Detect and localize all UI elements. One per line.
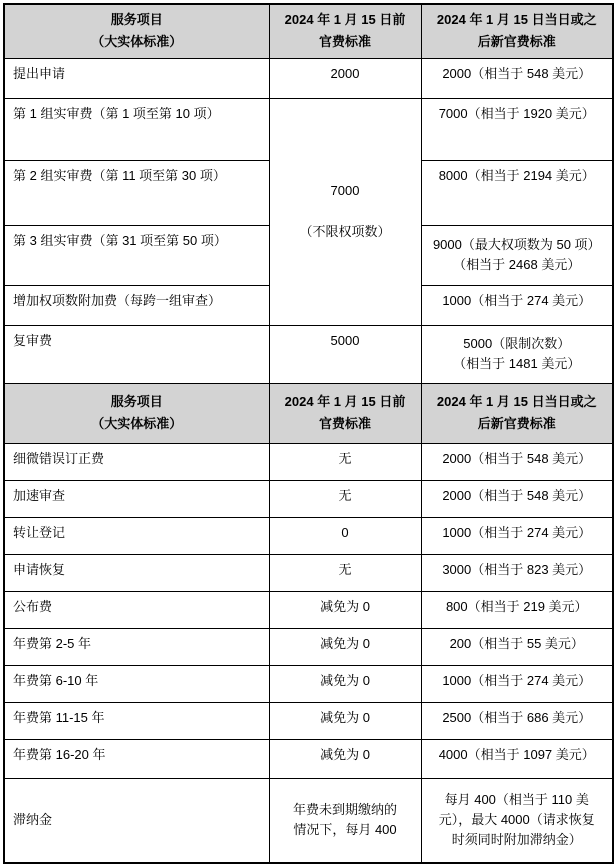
fee-before-cell: 0 <box>269 517 421 554</box>
header-fee-before: 2024 年 1 月 15 日前 官费标准 <box>269 383 421 443</box>
fee-after-cell: 2500（相当于 686 美元） <box>421 702 613 739</box>
fee-after-cell: 1000（相当于 274 美元） <box>421 285 613 325</box>
service-cell: 年费第 11-15 年 <box>4 702 269 739</box>
table-row <box>4 628 613 665</box>
fee-before-cell: 无 <box>269 480 421 517</box>
fee-after-cell: 7000（相当于 1920 美元） <box>421 98 613 160</box>
table-header-row <box>4 4 613 58</box>
fee-after-cell: 1000（相当于 274 美元） <box>421 517 613 554</box>
table-row <box>4 554 613 591</box>
fee-after-cell: 200（相当于 55 美元） <box>421 628 613 665</box>
service-cell: 细微错误订正费 <box>4 443 269 480</box>
service-cell: 增加权项数附加费（每跨一组审查） <box>4 285 269 325</box>
table-row <box>4 325 613 383</box>
table-row <box>4 739 613 778</box>
fee-before-cell: 2000 <box>269 58 421 98</box>
service-cell: 申请恢复 <box>4 554 269 591</box>
fee-before-cell: 减免为 0 <box>269 702 421 739</box>
table-row <box>4 58 613 98</box>
service-cell: 提出申请 <box>4 58 269 98</box>
fee-before-cell: 无 <box>269 443 421 480</box>
fee-after-cell: 3000（相当于 823 美元） <box>421 554 613 591</box>
fee-before-cell: 减免为 0 <box>269 665 421 702</box>
fee-after-cell: 1000（相当于 274 美元） <box>421 665 613 702</box>
table-row <box>4 702 613 739</box>
service-cell: 年费第 2-5 年 <box>4 628 269 665</box>
table-row <box>4 665 613 702</box>
fee-after-cell: 每月 400（相当于 110 美 元），最大 4000（请求恢复 时须同时附加滞纳金） <box>421 778 613 863</box>
service-cell: 滞纳金 <box>4 778 269 863</box>
table-row <box>4 443 613 480</box>
service-cell: 年费第 6-10 年 <box>4 665 269 702</box>
header-fee-before: 2024 年 1 月 15 日前 官费标准 <box>269 4 421 58</box>
fee-after-cell: 4000（相当于 1097 美元） <box>421 739 613 778</box>
service-cell: 年费第 16-20 年 <box>4 739 269 778</box>
table-row <box>4 480 613 517</box>
service-cell: 公布费 <box>4 591 269 628</box>
fee-before-cell: 5000 <box>269 325 421 383</box>
service-cell: 第 1 组实审费（第 1 项至第 10 项） <box>4 98 269 160</box>
fee-after-cell: 2000（相当于 548 美元） <box>421 58 613 98</box>
service-cell: 转让登记 <box>4 517 269 554</box>
fee-before-cell: 无 <box>269 554 421 591</box>
table-row <box>4 517 613 554</box>
table-header-row-repeat <box>4 383 613 443</box>
fee-table <box>3 3 614 864</box>
table-row <box>4 778 613 863</box>
fee-after-cell: 800（相当于 219 美元） <box>421 591 613 628</box>
table-row <box>4 98 613 160</box>
service-cell: 复审费 <box>4 325 269 383</box>
header-fee-after: 2024 年 1 月 15 日当日或之 后新官费标准 <box>421 383 613 443</box>
fee-after-cell: 2000（相当于 548 美元） <box>421 443 613 480</box>
table-row <box>4 591 613 628</box>
header-service: 服务项目 （大实体标准） <box>4 383 269 443</box>
fee-after-cell: 8000（相当于 2194 美元） <box>421 160 613 225</box>
header-fee-after: 2024 年 1 月 15 日当日或之 后新官费标准 <box>421 4 613 58</box>
header-service: 服务项目 （大实体标准） <box>4 4 269 58</box>
fee-after-cell: 2000（相当于 548 美元） <box>421 480 613 517</box>
service-cell: 加速审查 <box>4 480 269 517</box>
fee-before-cell: 减免为 0 <box>269 628 421 665</box>
service-cell: 第 2 组实审费（第 11 项至第 30 项） <box>4 160 269 225</box>
fee-before-cell: 年费未到期缴纳的 情况下，每月 400 <box>269 778 421 863</box>
fee-before-merged-cell: 7000 （不限权项数） <box>269 98 421 325</box>
service-cell: 第 3 组实审费（第 31 项至第 50 项） <box>4 225 269 285</box>
fee-before-cell: 减免为 0 <box>269 739 421 778</box>
fee-after-cell: 5000（限制次数） （相当于 1481 美元） <box>421 325 613 383</box>
fee-after-cell: 9000（最大权项数为 50 项） （相当于 2468 美元） <box>421 225 613 285</box>
fee-before-cell: 减免为 0 <box>269 591 421 628</box>
